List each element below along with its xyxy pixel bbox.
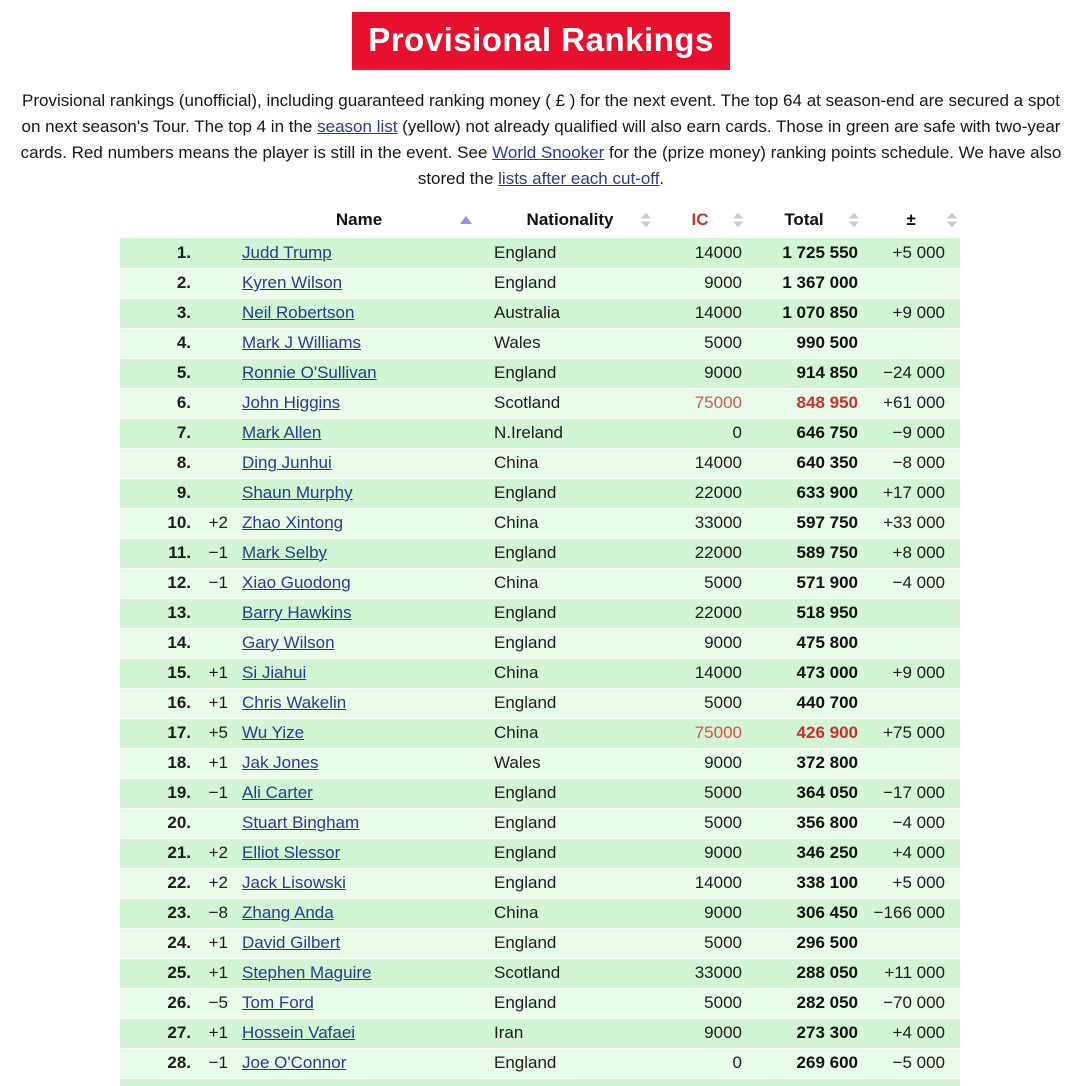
- cell-name: [232, 658, 486, 688]
- cell-total: 346 250: [746, 838, 862, 868]
- table-row: [120, 268, 960, 298]
- cell-ic: 33000: [654, 958, 746, 988]
- cell-nationality: England: [486, 808, 654, 838]
- table-row: [120, 568, 960, 598]
- table-row: [120, 808, 960, 838]
- cell-total: 571 900: [746, 568, 862, 598]
- player-link[interactable]: Tom Ford: [242, 993, 314, 1012]
- cell-nationality: England: [486, 628, 654, 658]
- table-row: [120, 988, 960, 1018]
- cell-nationality: England: [486, 988, 654, 1018]
- table-row: [120, 958, 960, 988]
- table-row: [120, 658, 960, 688]
- cell-rank: 20.: [120, 808, 196, 838]
- cell-move: +2: [196, 838, 232, 868]
- player-link[interactable]: Joe O'Connor: [242, 1053, 347, 1072]
- cell-nationality: China: [486, 508, 654, 538]
- cell-move: [196, 628, 232, 658]
- player-link[interactable]: Gary Wilson: [242, 633, 335, 652]
- header-total-label: Total: [784, 210, 824, 229]
- player-link[interactable]: Jak Jones: [242, 753, 319, 772]
- cell-change: −4 000: [862, 808, 960, 838]
- cell-nationality: England: [486, 868, 654, 898]
- cell-move: [196, 478, 232, 508]
- cell-name: [232, 358, 486, 388]
- cell-nationality: England: [486, 1048, 654, 1078]
- cell-move: +5: [196, 718, 232, 748]
- cell-nationality: Australia: [486, 298, 654, 328]
- table-row: [120, 298, 960, 328]
- cell-name: [232, 538, 486, 568]
- cell-change: +9 000: [862, 298, 960, 328]
- player-link[interactable]: Judd Trump: [242, 242, 332, 262]
- cell-change: +11 000: [862, 958, 960, 988]
- cell-move: −1: [196, 568, 232, 598]
- table-row: [120, 598, 960, 628]
- cell-name: [232, 328, 486, 358]
- cell-change: −5 000: [862, 1048, 960, 1078]
- cell-change: +9 000: [862, 658, 960, 688]
- table-row: [120, 328, 960, 358]
- player-link[interactable]: Jack Lisowski: [242, 873, 346, 892]
- cell-ic: 5000: [654, 778, 746, 808]
- cell-rank: 8.: [120, 448, 196, 478]
- cell-move: [196, 418, 232, 448]
- cell-change: +4 000: [862, 838, 960, 868]
- cell-name: [232, 1018, 486, 1048]
- player-link[interactable]: Ali Carter: [242, 783, 313, 802]
- page-title: Provisional Rankings: [352, 12, 730, 70]
- cell-nationality: China: [486, 718, 654, 748]
- player-link[interactable]: Neil Robertson: [242, 303, 355, 322]
- cell-nationality: England: [486, 838, 654, 868]
- player-link[interactable]: Xiao Guodong: [242, 573, 351, 592]
- rankings-table: [120, 202, 960, 1079]
- table-row: [120, 538, 960, 568]
- header-nationality-label: Nationality: [526, 210, 614, 229]
- cell-rank: 27.: [120, 1018, 196, 1048]
- table-row: [120, 628, 960, 658]
- cell-ic: 75000: [654, 388, 746, 418]
- table-row: [120, 1018, 960, 1048]
- cell-name: [232, 598, 486, 628]
- cell-total: 518 950: [746, 598, 862, 628]
- cell-total: 426 900: [746, 718, 862, 748]
- header-ic-label: IC: [691, 210, 709, 229]
- cell-nationality: China: [486, 898, 654, 928]
- cell-ic: 14000: [654, 868, 746, 898]
- cell-name: [232, 808, 486, 838]
- cell-name: [232, 238, 486, 268]
- cell-move: +1: [196, 958, 232, 988]
- player-link[interactable]: Mark Selby: [242, 543, 328, 562]
- cell-change: −70 000: [862, 988, 960, 1018]
- cell-total: 990 500: [746, 328, 862, 358]
- table-row: [120, 388, 960, 418]
- cell-change: +17 000: [862, 478, 960, 508]
- sort-updown-icon: [947, 213, 957, 228]
- cell-total: 269 600: [746, 1048, 862, 1078]
- cell-total: 914 850: [746, 358, 862, 388]
- cell-name: [232, 988, 486, 1018]
- cell-change: [862, 268, 960, 298]
- cell-rank: 22.: [120, 868, 196, 898]
- table-row: [120, 358, 960, 388]
- cell-change: +8 000: [862, 538, 960, 568]
- cell-change: +5 000: [862, 868, 960, 898]
- cell-nationality: Wales: [486, 328, 654, 358]
- player-link[interactable]: Ronnie O'Sullivan: [242, 363, 377, 382]
- table-row: [120, 718, 960, 748]
- sort-updown-icon: [849, 213, 859, 228]
- cell-change: −17 000: [862, 778, 960, 808]
- cell-total: 646 750: [746, 418, 862, 448]
- cell-nationality: England: [486, 778, 654, 808]
- cell-total: 475 800: [746, 628, 862, 658]
- cell-nationality: England: [486, 688, 654, 718]
- title-banner-wrap: [0, 12, 1082, 70]
- cell-name: [232, 958, 486, 988]
- cell-total: 338 100: [746, 868, 862, 898]
- cell-rank: 28.: [120, 1048, 196, 1078]
- cell-total: 633 900: [746, 478, 862, 508]
- cell-rank: 19.: [120, 778, 196, 808]
- cell-name: [232, 688, 486, 718]
- intro-text: Provisional rankings (unofficial), including guaranteed ranking money ( £ ) for the next event. The top 64 at season-end are secured a spot on next season's Tour. The top 4 in the season list (yellow) not already qualified will also earn cards. Those in green are safe with two-year cards. Red numbers means the player is still in the event. See World Snooker for the (prize money) ranking points schedule. We have also stored the lists after each cut-off.: [20, 91, 1062, 188]
- cell-rank: 21.: [120, 838, 196, 868]
- cell-ic: 9000: [654, 628, 746, 658]
- cell-nationality: N.Ireland: [486, 418, 654, 448]
- cell-move: −1: [196, 1048, 232, 1078]
- table-row: [120, 508, 960, 538]
- header-change[interactable]: [862, 202, 960, 238]
- cell-move: +1: [196, 658, 232, 688]
- cell-nationality: Wales: [486, 748, 654, 778]
- cell-move: +1: [196, 688, 232, 718]
- table-row: [120, 928, 960, 958]
- cell-name: [232, 628, 486, 658]
- cell-name: [232, 298, 486, 328]
- cell-nationality: England: [486, 358, 654, 388]
- cell-total: 356 800: [746, 808, 862, 838]
- cell-move: −1: [196, 778, 232, 808]
- cell-rank: 25.: [120, 958, 196, 988]
- cell-ic: 9000: [654, 748, 746, 778]
- cell-ic: 0: [654, 418, 746, 448]
- cell-total: 1 367 000: [746, 268, 862, 298]
- cell-ic: 14000: [654, 238, 746, 268]
- cell-nationality: China: [486, 658, 654, 688]
- cell-name: [232, 418, 486, 448]
- cell-rank: 23.: [120, 898, 196, 928]
- cell-rank: 17.: [120, 718, 196, 748]
- header-name-label: Name: [335, 210, 383, 229]
- cell-ic: 9000: [654, 268, 746, 298]
- cell-rank: 5.: [120, 358, 196, 388]
- cell-rank: 26.: [120, 988, 196, 1018]
- cell-move: −5: [196, 988, 232, 1018]
- intro-link[interactable]: season list: [317, 117, 398, 136]
- cell-rank: 3.: [120, 298, 196, 328]
- sort-updown-icon: [733, 213, 743, 228]
- cell-ic: 33000: [654, 508, 746, 538]
- cell-ic: 14000: [654, 448, 746, 478]
- cell-ic: 5000: [654, 568, 746, 598]
- player-link[interactable]: Barry Hawkins: [242, 603, 352, 622]
- cell-nationality: England: [486, 478, 654, 508]
- cell-nationality: Iran: [486, 1018, 654, 1048]
- cell-total: 597 750: [746, 508, 862, 538]
- cell-move: +1: [196, 748, 232, 778]
- cell-rank: 1.: [120, 238, 196, 268]
- cell-rank: 10.: [120, 508, 196, 538]
- cell-total: 589 750: [746, 538, 862, 568]
- cell-ic: 9000: [654, 838, 746, 868]
- cell-nationality: England: [486, 268, 654, 298]
- player-link[interactable]: Kyren Wilson: [242, 273, 343, 292]
- player-link[interactable]: Si Jiahui: [242, 663, 307, 682]
- cell-name: [232, 838, 486, 868]
- cell-nationality: England: [486, 928, 654, 958]
- cell-total: 372 800: [746, 748, 862, 778]
- cell-move: [196, 598, 232, 628]
- cell-name: [232, 928, 486, 958]
- cell-rank: 12.: [120, 568, 196, 598]
- player-link[interactable]: Stephen Maguire: [242, 963, 372, 982]
- cell-move: +2: [196, 508, 232, 538]
- cell-move: [196, 358, 232, 388]
- cell-move: +1: [196, 1018, 232, 1048]
- cell-rank: 4.: [120, 328, 196, 358]
- cell-name: [232, 718, 486, 748]
- cell-total: 1 725 550: [746, 238, 862, 268]
- cell-change: [862, 328, 960, 358]
- player-link[interactable]: Hossein Vafaei: [242, 1023, 356, 1042]
- cell-nationality: England: [486, 598, 654, 628]
- cell-total: 296 500: [746, 928, 862, 958]
- cell-ic: 0: [654, 1048, 746, 1078]
- cell-ic: 14000: [654, 298, 746, 328]
- cell-name: [232, 1048, 486, 1078]
- cell-ic: 5000: [654, 328, 746, 358]
- cell-change: [862, 748, 960, 778]
- cell-name: [232, 268, 486, 298]
- cell-change: −4 000: [862, 568, 960, 598]
- table-row: [120, 238, 960, 268]
- table-row: [120, 868, 960, 898]
- cell-nationality: England: [486, 538, 654, 568]
- cell-name: [232, 898, 486, 928]
- cell-change: [862, 598, 960, 628]
- cell-change: −9 000: [862, 418, 960, 448]
- cell-rank: 16.: [120, 688, 196, 718]
- cell-move: [196, 388, 232, 418]
- cell-name: [232, 568, 486, 598]
- cell-name: [232, 388, 486, 418]
- cell-rank: 24.: [120, 928, 196, 958]
- cell-total: 282 050: [746, 988, 862, 1018]
- header-move: [196, 202, 232, 238]
- cell-move: +2: [196, 868, 232, 898]
- table-row: [120, 748, 960, 778]
- table-row: [120, 418, 960, 448]
- header-total[interactable]: [746, 202, 862, 238]
- player-link[interactable]: John Higgins: [242, 393, 341, 412]
- header-name[interactable]: [232, 202, 486, 238]
- cell-nationality: China: [486, 448, 654, 478]
- cell-ic: 9000: [654, 898, 746, 928]
- cell-name: [232, 868, 486, 898]
- cell-rank: 2.: [120, 268, 196, 298]
- intro-link[interactable]: World Snooker: [492, 143, 605, 162]
- cell-ic: 75000: [654, 718, 746, 748]
- cell-ic: 22000: [654, 478, 746, 508]
- table-header-row: [120, 202, 960, 238]
- cell-ic: 5000: [654, 808, 746, 838]
- cell-rank: 14.: [120, 628, 196, 658]
- table-row: [120, 688, 960, 718]
- player-link[interactable]: Stuart Bingham: [242, 813, 360, 832]
- cell-move: −8: [196, 898, 232, 928]
- cell-change: +5 000: [862, 238, 960, 268]
- cell-rank: 13.: [120, 598, 196, 628]
- header-change-label: ±: [906, 210, 916, 229]
- table-row: [120, 838, 960, 868]
- cell-name: [232, 448, 486, 478]
- cell-change: −24 000: [862, 358, 960, 388]
- cell-nationality: China: [486, 568, 654, 598]
- table-row: [120, 778, 960, 808]
- cell-move: −1: [196, 538, 232, 568]
- cell-change: +33 000: [862, 508, 960, 538]
- cell-total: 848 950: [746, 388, 862, 418]
- cell-ic: 5000: [654, 928, 746, 958]
- cell-change: +75 000: [862, 718, 960, 748]
- header-nationality[interactable]: [486, 202, 654, 238]
- cell-move: [196, 238, 232, 268]
- cell-move: +1: [196, 928, 232, 958]
- cell-move: [196, 328, 232, 358]
- cell-rank: 18.: [120, 748, 196, 778]
- player-link[interactable]: Chris Wakelin: [242, 693, 347, 712]
- cell-rank: 11.: [120, 538, 196, 568]
- cell-total: 306 450: [746, 898, 862, 928]
- cell-name: [232, 748, 486, 778]
- cell-total: 640 350: [746, 448, 862, 478]
- player-link[interactable]: Wu Yize: [242, 723, 305, 742]
- player-link[interactable]: Zhao Xintong: [242, 513, 344, 532]
- cell-change: −166 000: [862, 898, 960, 928]
- cell-change: +4 000: [862, 1018, 960, 1048]
- player-link[interactable]: Mark Allen: [242, 423, 322, 442]
- player-link[interactable]: David Gilbert: [242, 933, 341, 952]
- cell-total: 364 050: [746, 778, 862, 808]
- cell-change: +61 000: [862, 388, 960, 418]
- cell-move: [196, 298, 232, 328]
- sort-ascending-icon: [460, 216, 472, 224]
- table-row: [120, 448, 960, 478]
- cell-nationality: Scotland: [486, 958, 654, 988]
- intro-link[interactable]: lists after each cut-off: [498, 169, 660, 188]
- player-link[interactable]: Zhang Anda: [242, 903, 334, 922]
- cell-move: [196, 268, 232, 298]
- player-link[interactable]: Elliot Slessor: [242, 843, 341, 862]
- cell-rank: 6.: [120, 388, 196, 418]
- cell-total: 288 050: [746, 958, 862, 988]
- cell-ic: 5000: [654, 688, 746, 718]
- cell-nationality: England: [486, 238, 654, 268]
- cell-rank: 15.: [120, 658, 196, 688]
- cell-total: 1 070 850: [746, 298, 862, 328]
- cell-change: [862, 928, 960, 958]
- cell-ic: 14000: [654, 658, 746, 688]
- cell-ic: 9000: [654, 1018, 746, 1048]
- cell-move: [196, 808, 232, 838]
- cell-change: −8 000: [862, 448, 960, 478]
- cell-change: [862, 628, 960, 658]
- player-link[interactable]: Shaun Murphy: [242, 483, 353, 502]
- cell-name: [232, 778, 486, 808]
- cell-move: [196, 448, 232, 478]
- header-rank: [120, 202, 196, 238]
- cell-total: 473 000: [746, 658, 862, 688]
- sort-updown-icon: [641, 213, 651, 228]
- player-link[interactable]: Ding Junhui: [242, 453, 332, 472]
- cell-ic: 22000: [654, 538, 746, 568]
- player-link[interactable]: Mark J Williams: [242, 333, 361, 352]
- header-ic[interactable]: [654, 202, 746, 238]
- cell-name: [232, 508, 486, 538]
- cell-total: 273 300: [746, 1018, 862, 1048]
- cell-ic: 9000: [654, 358, 746, 388]
- cell-nationality: Scotland: [486, 388, 654, 418]
- cell-ic: 5000: [654, 988, 746, 1018]
- cell-name: [232, 478, 486, 508]
- table-row: [120, 1048, 960, 1078]
- cell-total: 440 700: [746, 688, 862, 718]
- table-row: [120, 898, 960, 928]
- cell-rank: 7.: [120, 418, 196, 448]
- cell-rank: 9.: [120, 478, 196, 508]
- cell-ic: 22000: [654, 598, 746, 628]
- cell-change: [862, 688, 960, 718]
- table-row: [120, 478, 960, 508]
